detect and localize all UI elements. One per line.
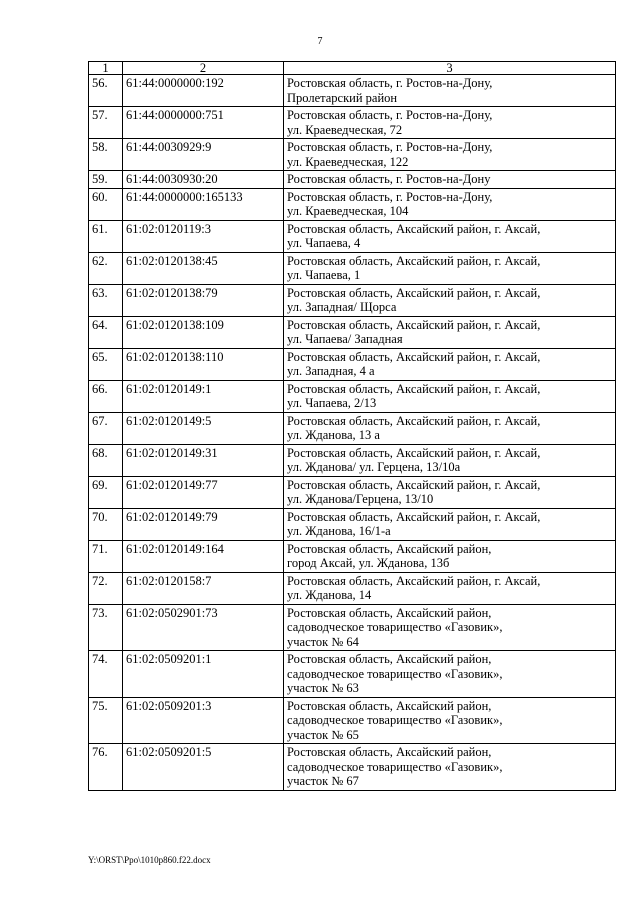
address-line: Ростовская область, Аксайский район, г. Аксай, (287, 349, 541, 364)
row-number: 61. (89, 220, 123, 252)
cadastral-number: 61:02:0120149:1 (123, 380, 284, 412)
cadastral-number: 61:02:0120149:5 (123, 412, 284, 444)
address-line: Ростовская область, г. Ростов-на-Дону, (287, 189, 493, 204)
address-line: ул. Чапаева, 4 (287, 236, 361, 250)
address-line: Ростовская область, г. Ростов-на-Дону, (287, 76, 493, 90)
address-cell (284, 412, 616, 444)
address-cell (284, 444, 616, 476)
cadastral-table (88, 61, 616, 791)
address-cell (284, 380, 616, 412)
address-line: Ростовская область, Аксайский район, г. Аксай, (287, 381, 541, 396)
row-number: 65. (89, 348, 123, 380)
address-line: участок № 64 (287, 634, 359, 649)
address-cell (284, 540, 616, 572)
cadastral-number: 61:02:0509201:1 (123, 651, 284, 698)
column-header-number: 1 (89, 62, 123, 75)
row-number: 68. (89, 444, 123, 476)
table-row (89, 744, 616, 791)
address-line: город Аксай, ул. Жданова, 13б (287, 556, 450, 570)
address-cell (284, 508, 616, 540)
address-line: участок № 63 (287, 681, 359, 695)
table-row (89, 572, 616, 604)
file-path-footer: Y:\ORST\Ppo\1010p860.f22.docx (88, 855, 211, 865)
address-line: садоводческое товарищество «Газовик», (287, 713, 503, 727)
address-line: Ростовская область, Аксайский район, (287, 652, 492, 666)
address-cell (284, 188, 616, 220)
address-line: ул. Жданова/Герцена, 13/10 (287, 492, 434, 506)
address-line: ул. Жданова, 14 (287, 588, 372, 602)
address-line: Ростовская область, Аксайский район, г. Аксай, (287, 477, 541, 492)
address-cell (284, 75, 616, 107)
address-cell (284, 171, 616, 189)
address-line: ул. Чапаева/ Западная (287, 332, 403, 346)
cadastral-number: 61:44:0000000:192 (123, 75, 284, 107)
table-row (89, 412, 616, 444)
column-header-address: 3 (284, 62, 616, 75)
address-line: Ростовская область, Аксайский район, (287, 745, 492, 759)
address-line: участок № 67 (287, 774, 359, 788)
row-number: 58. (89, 139, 123, 171)
table-row (89, 444, 616, 476)
table-row (89, 476, 616, 508)
address-line: Ростовская область, Аксайский район, г. Аксай, (287, 221, 541, 236)
address-line: Ростовская область, Аксайский район, г. Аксай, (287, 317, 541, 332)
address-line: ул. Западная/ Щорса (287, 300, 397, 314)
address-line: участок № 65 (287, 727, 359, 742)
address-cell (284, 744, 616, 791)
table-row (89, 316, 616, 348)
address-line: ул. Жданова/ ул. Герцена, 13/10а (287, 460, 461, 474)
address-line: садоводческое товарищество «Газовик», (287, 759, 503, 774)
address-cell (284, 316, 616, 348)
address-cell (284, 252, 616, 284)
table-row (89, 188, 616, 220)
cadastral-number: 61:44:0030929:9 (123, 139, 284, 171)
address-cell (284, 476, 616, 508)
address-line: ул. Краеведческая, 122 (287, 154, 409, 169)
row-number: 59. (89, 171, 123, 189)
address-line: ул. Западная, 4 а (287, 364, 375, 378)
cadastral-number: 61:44:0030930:20 (123, 171, 284, 189)
address-line: Ростовская область, Аксайский район, (287, 541, 492, 556)
address-cell (284, 348, 616, 380)
address-line: ул. Краеведческая, 72 (287, 122, 403, 137)
table-row (89, 540, 616, 572)
row-number: 74. (89, 651, 123, 698)
table-row (89, 107, 616, 139)
cadastral-number: 61:44:0000000:751 (123, 107, 284, 139)
cadastral-number: 61:02:0120138:109 (123, 316, 284, 348)
address-cell (284, 697, 616, 744)
row-number: 62. (89, 252, 123, 284)
table-row (89, 348, 616, 380)
row-number: 66. (89, 380, 123, 412)
address-cell (284, 604, 616, 651)
column-header-cadastral: 2 (123, 62, 284, 75)
address-line: Ростовская область, Аксайский район, (287, 605, 492, 620)
address-line: Ростовская область, Аксайский район, г. Аксай, (287, 285, 541, 300)
row-number: 69. (89, 476, 123, 508)
row-number: 75. (89, 697, 123, 744)
address-line: Ростовская область, Аксайский район, (287, 698, 492, 713)
address-line: Ростовская область, Аксайский район, г. Аксай, (287, 445, 541, 460)
address-line: Ростовская область, Аксайский район, г. Аксай, (287, 509, 541, 524)
table-row (89, 380, 616, 412)
address-line: садоводческое товарищество «Газовик», (287, 620, 503, 634)
row-number: 70. (89, 508, 123, 540)
row-number: 67. (89, 412, 123, 444)
row-number: 57. (89, 107, 123, 139)
cadastral-number: 61:02:0509201:3 (123, 697, 284, 744)
row-number: 63. (89, 284, 123, 316)
table-row (89, 697, 616, 744)
address-line: ул. Жданова, 13 а (287, 428, 380, 442)
row-number: 76. (89, 744, 123, 791)
address-line: ул. Жданова, 16/1-а (287, 524, 391, 538)
table-row (89, 139, 616, 171)
row-number: 71. (89, 540, 123, 572)
table-body (89, 62, 616, 791)
address-line: ул. Краеведческая, 104 (287, 204, 409, 218)
address-line: ул. Чапаева, 2/13 (287, 396, 377, 410)
cadastral-number: 61:02:0120149:164 (123, 540, 284, 572)
address-cell (284, 651, 616, 698)
address-cell (284, 572, 616, 604)
cadastral-number: 61:02:0509201:5 (123, 744, 284, 791)
row-number: 56. (89, 75, 123, 107)
address-line: Ростовская область, Аксайский район, г. Аксай, (287, 413, 541, 428)
cadastral-number: 61:02:0120149:79 (123, 508, 284, 540)
table-row (89, 508, 616, 540)
row-number: 64. (89, 316, 123, 348)
address-cell (284, 139, 616, 171)
cadastral-number: 61:02:0120138:110 (123, 348, 284, 380)
table-row (89, 75, 616, 107)
address-line: ул. Чапаева, 1 (287, 268, 361, 282)
cadastral-number: 61:02:0120119:3 (123, 220, 284, 252)
address-line: Ростовская область, г. Ростов-на-Дону, (287, 140, 493, 154)
table-header-row (89, 62, 616, 75)
row-number: 73. (89, 604, 123, 651)
cadastral-number: 61:44:0000000:165133 (123, 188, 284, 220)
address-cell (284, 220, 616, 252)
cadastral-number: 61:02:0502901:73 (123, 604, 284, 651)
table-row (89, 171, 616, 189)
address-line: Ростовская область, Аксайский район, г. Аксай, (287, 573, 541, 588)
address-cell (284, 284, 616, 316)
cadastral-number: 61:02:0120149:31 (123, 444, 284, 476)
cadastral-number: 61:02:0120149:77 (123, 476, 284, 508)
cadastral-number: 61:02:0120138:45 (123, 252, 284, 284)
cadastral-number: 61:02:0120138:79 (123, 284, 284, 316)
address-line: садоводческое товарищество «Газовик», (287, 666, 503, 681)
row-number: 72. (89, 572, 123, 604)
row-number: 60. (89, 188, 123, 220)
address-line: Ростовская область, Аксайский район, г. Аксай, (287, 253, 541, 268)
page-number: 7 (317, 36, 323, 47)
table-row (89, 651, 616, 698)
table-row (89, 252, 616, 284)
address-line: Ростовская область, г. Ростов-на-Дону, (287, 108, 493, 122)
address-cell (284, 107, 616, 139)
table-row (89, 284, 616, 316)
table-row (89, 604, 616, 651)
address-line: Ростовская область, г. Ростов-на-Дону (287, 172, 491, 186)
address-line: Пролетарский район (287, 90, 398, 105)
cadastral-number: 61:02:0120158:7 (123, 572, 284, 604)
table-row (89, 220, 616, 252)
